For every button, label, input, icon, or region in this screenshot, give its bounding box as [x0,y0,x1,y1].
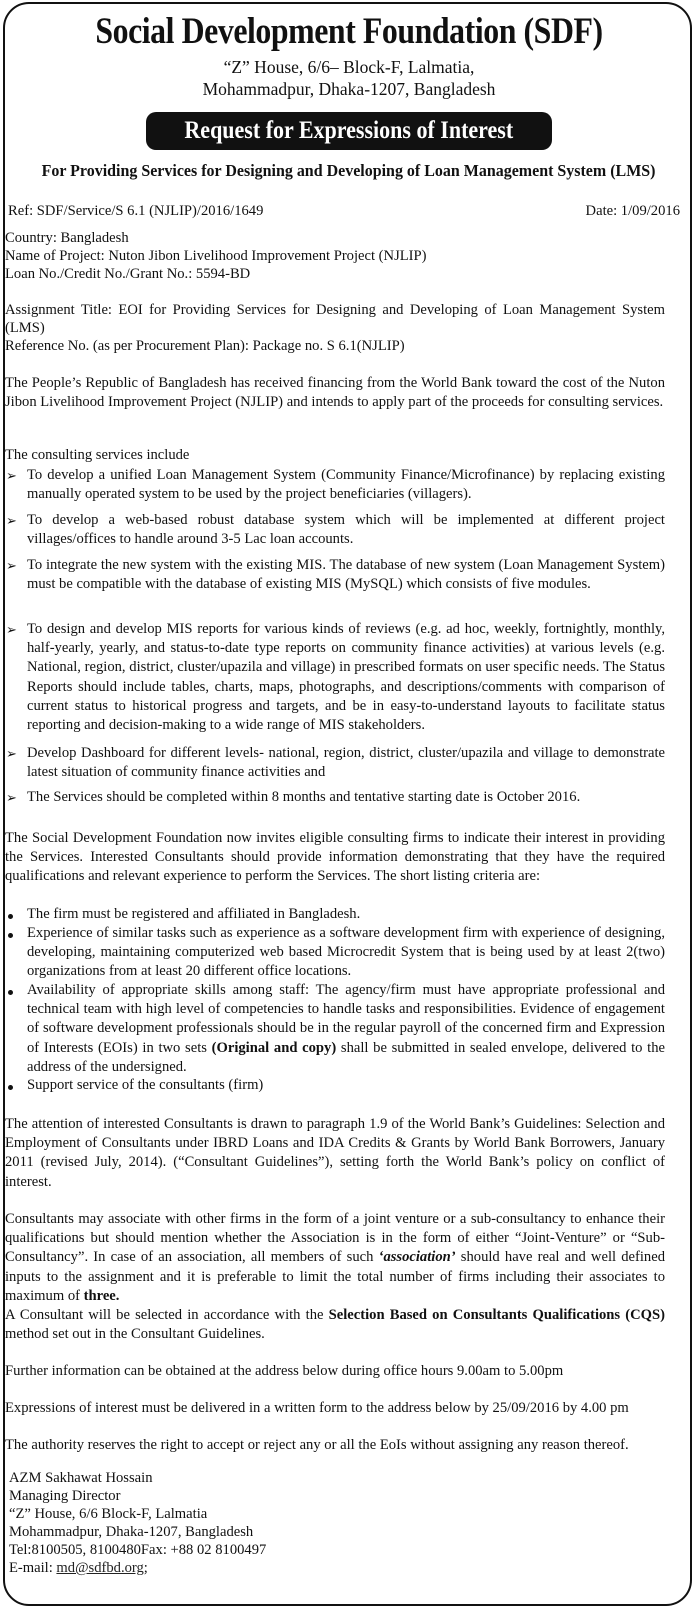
project-name: Name of Project: Nuton Jibon Livelihood Improvement Project (NJLIP) [5,248,427,264]
ref-number: Ref: SDF/Service/S 6.1 (NJLIP)/2016/1649 [8,203,264,219]
subtitle [0,160,698,182]
invitation-paragraph: The Social Development Foundation now invites eligible consulting firms to indicate their interest in providing the Services. Interested Consultants should provide information demonstrating that they have the required qualifications and relevant experience to perform the Services. The short listing criteria are: [5,830,665,885]
service-item: To integrate the new system with the existing MIS. The database of new system (Loan Management System) must be compatible with the database of existing MIS (MySQL) which consists of five modules. [27,557,665,593]
eoi-banner-text: Request for Expressions of Interest [184,117,514,144]
association-text: Consultants may associate with other firms in the form of a joint venture or a sub-consultancy to enhance their qualifications but should mention whether the Association is in the form of either “Joint-Venture” or “Sub-Consultancy”. In case of an association, all members of such [5,1211,665,1266]
bullet-icon [8,990,13,995]
arrow-bullet-icon: ➢ [6,558,17,573]
bullet-icon [8,933,13,938]
criteria-bold-text: (Original and copy) [211,1039,337,1056]
loan-number: Loan No./Credit No./Grant No.: 5594-BD [5,266,251,282]
association-max-three: three. [83,1287,120,1304]
email-suffix: ; [143,1560,148,1576]
arrow-bullet-icon: ➢ [6,746,17,761]
service-item: To develop a web-based robust database system which will be implemented at different project villages/offices to handle around 3-5 Lac loan accounts. [27,512,665,548]
email-link[interactable]: md@sdfbd.org [56,1560,144,1576]
arrow-bullet-icon: ➢ [6,513,17,528]
signatory-address1: “Z” House, 6/6 Block-F, Lalmatia [9,1506,208,1522]
criteria-text: shall be submitted in sealed envelope, delivered to the address of the undersigned. [27,1039,665,1075]
criteria-item [27,981,665,1077]
contact-email-line [9,1559,148,1577]
services-intro: The consulting services include [5,447,190,463]
contact-phone-fax: Tel:8100505, 8100480Fax: +88 02 8100497 [9,1542,267,1558]
arrow-bullet-icon: ➢ [6,622,17,637]
criteria-item: Experience of similar tasks such as experience as a software development firm with experience of designing, developing, maintaining computerized web based Microcredit System that is being used by at least 2(two) organizations from at least 20 different office locations. [27,925,665,980]
signatory-name: AZM Sakhawat Hossain [9,1470,153,1486]
service-item: To develop a unified Loan Management System (Community Finance/Microfinance) by replacing existing manually operated system to be used by the project beneficiaries (villagers). [27,467,665,503]
criteria-item: Support service of the consultants (firm) [27,1077,264,1093]
selection-method: Selection Based on Consultants Qualifications (CQS) [328,1307,665,1323]
criteria-item: The firm must be registered and affiliated in Bangladesh. [27,906,361,922]
header-address-line2: Mohammadpur, Dhaka-1207, Bangladesh [202,79,496,99]
signatory-address2: Mohammadpur, Dhaka-1207, Bangladesh [9,1524,254,1540]
country: Country: Bangladesh [5,230,129,246]
reference-number: Reference No. (as per Procurement Plan): Package no. S 6.1(NJLIP) [5,338,405,354]
header-address-line1: “Z” House, 6/6– Block-F, Lalmatia, [223,57,475,77]
bullet-icon [8,914,13,919]
financing-paragraph: The People’s Republic of Bangladesh has received financing from the World Bank toward the cost of the Nuton Jibon Livelihood Improvement Project (NJLIP) and intends to apply part of the proceeds for consulting services. [5,375,665,411]
reservation-notice: The authority reserves the right to accept or reject any or all the EoIs without assigning any reason thereof. [5,1437,629,1453]
guidelines-paragraph: The attention of interested Consultants is drawn to paragraph 1.9 of the World Bank’s Guidelines: Selection and Employment of Consultants under IBRD Loans and IDA Credits & Grants by World Bank Borrowers, January 2011 (revised July, 2014). (“Consultant Guidelines”), setting forth the World Bank’s policy on conflict of interest. [5,1116,665,1190]
submission-deadline: Expressions of interest must be delivered in a written form to the address below by 25/09/2016 by 4.00 pm [5,1400,629,1416]
org-title: Social Development Foundation (SDF) [95,11,603,52]
association-emphasis: ‘association’ [378,1249,456,1266]
eoi-banner [146,112,552,150]
service-item: Develop Dashboard for different levels- national, region, district, cluster/upazila and village to demonstrate latest situation of community finance activities and [27,745,665,781]
assignment-title: Assignment Title: EOI for Providing Services for Designing and Developing of Loan Management System (LMS) [5,302,665,336]
selection-text: method set out in the Consultant Guidelines. [5,1326,265,1343]
bullet-icon [8,1085,13,1090]
arrow-bullet-icon: ➢ [6,790,17,805]
arrow-bullet-icon: ➢ [6,468,17,483]
email-label: E-mail: [9,1560,57,1576]
service-item: To design and develop MIS reports for various kinds of reviews (e.g. ad hoc, weekly, fortnightly, monthly, half-yearly, yearly, and status-to-date type reports on community finance activities) at various levels (e.g. National, region, district, cluster/upazila and village) in prescribed formats on user specific needs. The Status Reports should include tables, charts, maps, photographs, and descriptions/comments with comparison of current status to historical progress and targets, and be in easy-to-understand layouts to facilitate status reporting and decision-making to a wide range of MIS stakeholders. [27,621,665,734]
association-paragraph [5,1210,665,1306]
selection-paragraph [5,1306,665,1344]
date: Date: 1/09/2016 [585,203,680,219]
criteria-text: Availability of appropriate skills among staff: The agency/firm must have appropriate professional and technical team with high level of competencies to handle tasks and responsibilities. Evidence of engagement of software development professionals should be in the regular payroll of the concerned firm and Expression of Interests (EOIs) in two sets [27,982,665,1056]
office-hours: Further information can be obtained at the address below during office hours 9.00am to 5.00pm [5,1363,564,1379]
signatory-title: Managing Director [9,1488,121,1504]
selection-text: A Consultant will be selected in accordance with the [5,1307,329,1323]
association-text: should have real and well defined inputs to the assignment and it is preferable to limit the total number of firms including their associates to maximum of [5,1249,665,1304]
subtitle-text: For Providing Services for Designing and Developing of Loan Management System (LMS) [42,161,656,180]
service-item: The Services should be completed within 8 months and tentative starting date is October 2016. [27,789,581,805]
